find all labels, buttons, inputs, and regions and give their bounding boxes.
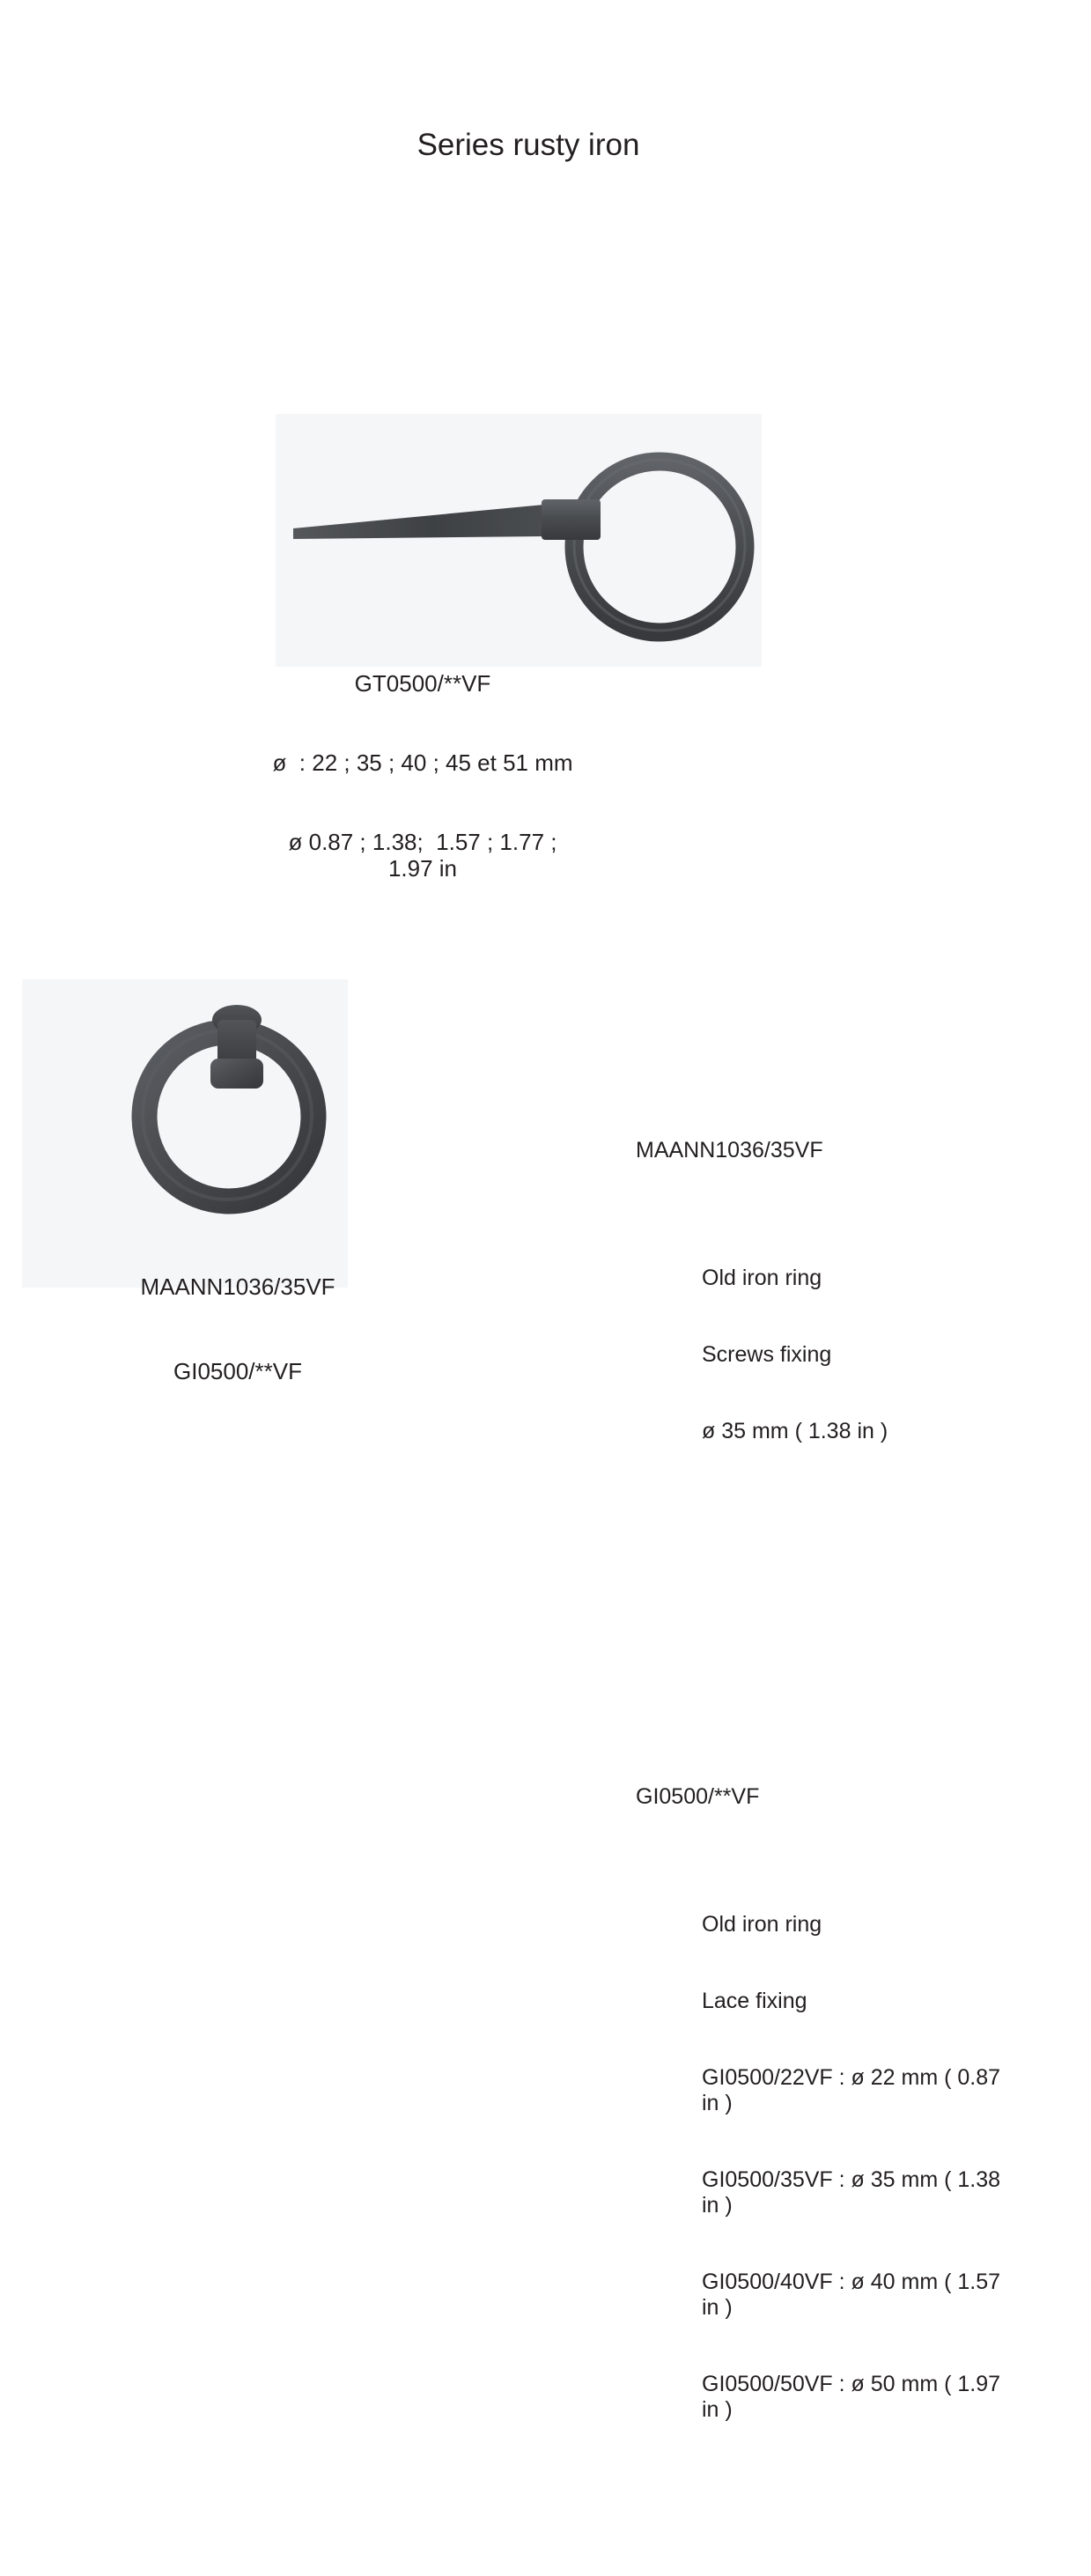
product-item-maann [636, 1087, 1006, 1546]
detail-line: Old iron ring [702, 1266, 822, 1290]
product-item-gi [636, 1733, 1006, 2525]
detail-line: Old iron ring [702, 1912, 822, 1937]
product-code: GI0500/**VF [173, 1358, 302, 1384]
product-size-in: ø 0.87 ; 1.38; 1.57 ; 1.77 ; 1.97 in [288, 829, 564, 882]
knob-ring-caption [106, 1216, 370, 1413]
detail-line: GI0500/35VF : ø 35 mm ( 1.38 in ) [702, 2167, 1006, 2218]
gate-ring-caption [264, 617, 581, 908]
product-details [702, 1214, 1006, 1495]
knob-collar-shape [210, 1059, 263, 1089]
spike-shape [293, 505, 544, 539]
detail-line: Screws fixing [702, 1342, 832, 1367]
page-title: Series rusty iron [416, 128, 640, 162]
detail-line: GI0500/40VF : ø 40 mm ( 1.57 in ) [702, 2270, 1006, 2320]
detail-line: ø 35 mm ( 1.38 in ) [702, 1419, 888, 1443]
product-code: GT0500/**VF [354, 670, 491, 697]
spacer [636, 1623, 1006, 1657]
product-details [702, 1861, 1006, 2474]
product-code: GI0500/**VF [636, 1784, 760, 1809]
ferrule-shape [542, 499, 601, 540]
product-code: MAANN1036/35VF [140, 1273, 335, 1300]
detail-line: GI0500/50VF : ø 50 mm ( 1.97 in ) [702, 2372, 1006, 2422]
ring-highlight [574, 460, 745, 631]
product-code: MAANN1036/35VF [636, 1138, 823, 1163]
product-size-mm: ø : 22 ; 35 ; 40 ; 45 et 51 mm [272, 749, 573, 776]
detail-line: Lace fixing [702, 1989, 807, 2013]
detail-line: GI0500/22VF : ø 22 mm ( 0.87 in ) [702, 2065, 1006, 2115]
product-description-column [636, 1010, 1006, 2576]
